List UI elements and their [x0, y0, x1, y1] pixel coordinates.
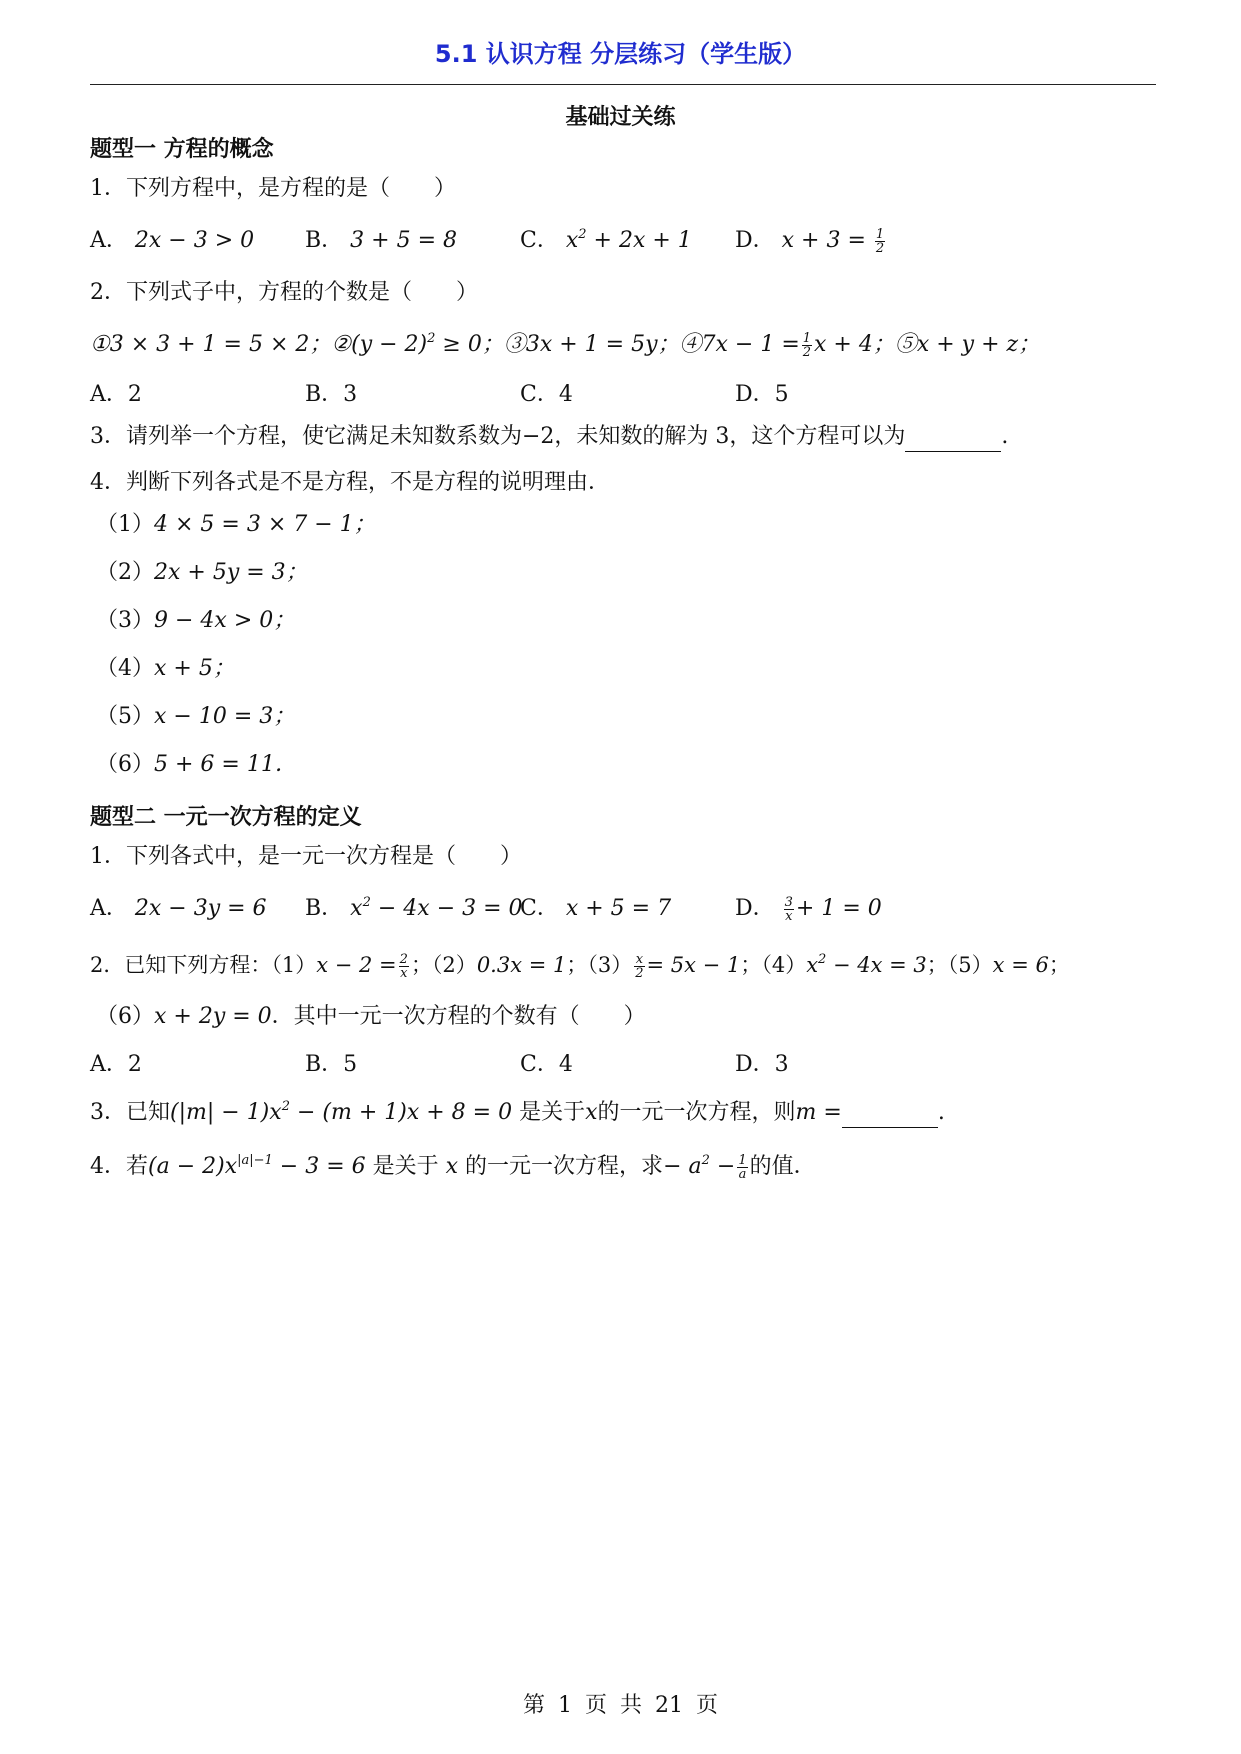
- t1-q4-stem: 4．判断下列各式是不是方程，不是方程的说明理由．: [90, 470, 610, 495]
- t1-q2-option-b: B．3: [305, 382, 358, 407]
- t2-q1-option-c: C． x + 5 = 7: [520, 896, 672, 921]
- t1-q4-item-5: （5）x − 10 = 3；: [96, 704, 296, 729]
- answer-blank: [905, 429, 1001, 452]
- t1-q4-item-4: （4）x + 5；: [96, 656, 235, 681]
- t1-q2-option-d: D．5: [735, 382, 789, 407]
- t1-q2-option-a: A．2: [90, 382, 142, 407]
- t2-q2-option-b: B．5: [305, 1052, 358, 1077]
- fraction: $\frac{x}{2}$: [635, 952, 644, 981]
- t1-q1-stem: 1．下列方程中，是方程的是（ ）: [90, 176, 456, 201]
- t2-q4: 4．若$(a - 2)x^{|a|-1} - 3 = 6$ 是关于 x 的一元一次方程，求− $a^2$ − $\frac{1}{a}$ 的值．: [90, 1152, 816, 1182]
- t2-q2-line1: 2．已知下列方程：（1）x − 2 = $\frac{2}{x}$ ；（2）0.3x = 1；（3） $\frac{x}{2}$ = 5x − 1；$(4)x^2 - 4x = 3$；（5）x = 6；: [90, 952, 1070, 981]
- fraction: $\frac{2}{x}$: [399, 952, 408, 981]
- t2-q1-stem: 1．下列各式中，是一元一次方程是（ ）: [90, 844, 522, 869]
- fraction: $\frac{1}{a}$: [738, 1152, 747, 1182]
- answer-blank: [842, 1105, 938, 1128]
- t1-q1-option-d: D． x + 3 = $\frac{1}{2}$: [735, 226, 885, 256]
- t1-q4-item-2: （2）2x + 5y = 3；: [96, 560, 308, 585]
- t1-q3: 3．请列举一个方程，使它满足未知数系数为−2，未知数的解为 3，这个方程可以为 .: [90, 422, 1008, 452]
- t2-q2-option-a: A．2: [90, 1052, 142, 1077]
- fraction: $\frac{1}{2}$: [802, 330, 812, 360]
- t1-q2-stem: 2．下列式子中，方程的个数是（ ）: [90, 280, 478, 305]
- t1-q4-item-3: （3）9 − 4x > 0；: [96, 608, 296, 633]
- t2-q3: 3．已知$(|m| - 1)x^2 - (m + 1)x + 8 = 0$ 是关于x的一元一次方程，则m = .: [90, 1098, 945, 1128]
- header-rule: [90, 84, 1156, 85]
- t1-q2-option-c: C．4: [520, 382, 573, 407]
- t2-q1-option-a: A． 2x − 3y = 6: [90, 896, 267, 921]
- fraction: $\frac{1}{2}$: [875, 226, 885, 256]
- type2-heading: 题型二 一元一次方程的定义: [90, 805, 362, 830]
- t2-q1-option-b: B． $x^2 - 4x - 3 = 0$: [305, 895, 523, 921]
- t1-q1-option-b: B． 3 + 5 = 8: [305, 228, 458, 253]
- type1-heading: 题型一 方程的概念: [90, 137, 274, 162]
- t1-q4-item-6: （6）5 + 6 = 11．: [96, 752, 297, 777]
- t1-q2-expressions: ①3 × 3 + 1 = 5 × 2；②(y − 2)$^2$ ≥ 0；③3x + 1 = 5y；④7x − 1 = $\frac{1}{2}$ x + 4；⑤x + y + z；: [90, 330, 1041, 360]
- page-title: 5.1 认识方程 分层练习（学生版）: [434, 40, 807, 68]
- fraction: $\frac{3}{x}$: [784, 894, 793, 924]
- page-footer: 第 1 页 共 21 页: [523, 1693, 718, 1718]
- t1-q4-item-1: （1）4 × 5 = 3 × 7 − 1；: [96, 512, 376, 537]
- t2-q1-option-d: D． $\frac{3}{x}$ + 1 = 0: [735, 894, 882, 924]
- t2-q2-option-d: D．3: [735, 1052, 789, 1077]
- section-heading: 基础过关练: [565, 105, 676, 130]
- t2-q2-option-c: C．4: [520, 1052, 573, 1077]
- t1-q1-option-c: C． $x^2 + 2x + 1$: [520, 227, 692, 253]
- t2-q2-line2: （6）x + 2y = 0．其中一元一次方程的个数有（ ）: [96, 1004, 646, 1029]
- t1-q1-option-a: A． 2x − 3 > 0: [90, 228, 255, 253]
